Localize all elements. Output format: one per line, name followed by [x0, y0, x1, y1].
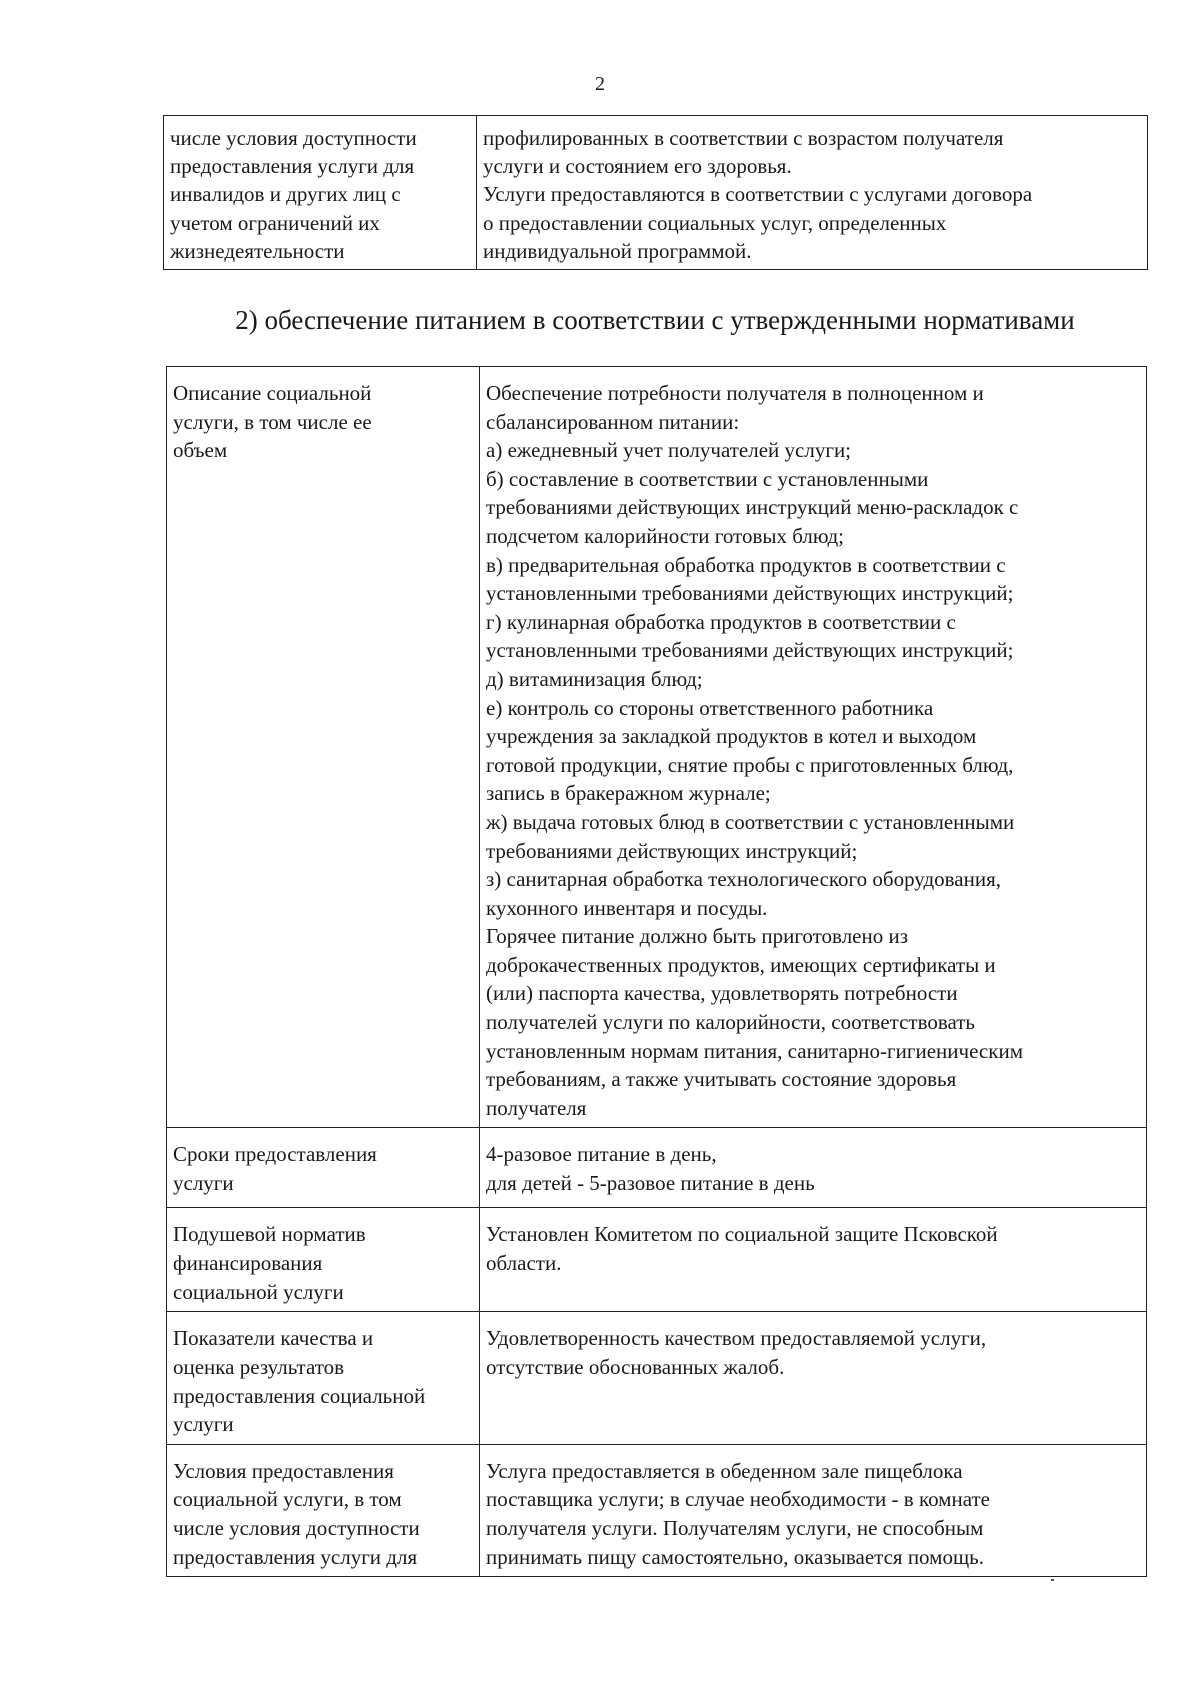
table-cell-value: профилированных в соответствии с возрастом получателя услуги и состоянием его здоровья. Услуги предоставляются в соответствии с услугами договора о предоставлении социальных услуг, определенных индивидуальной программой.: [477, 116, 1148, 270]
table-row-description: [167, 367, 1147, 1128]
table-cell-value: Установлен Комитетом по социальной защите Псковской области.: [480, 1208, 1147, 1312]
page-number: 2: [595, 73, 605, 95]
table-cell-label: Сроки предоставления услуги: [167, 1128, 480, 1208]
table-cell-label: Подушевой норматив финансирования социальной услуги: [167, 1208, 480, 1312]
table-row-terms: [167, 1128, 1147, 1208]
table-row-conditions: [167, 1444, 1147, 1576]
table-cell-label: числе условия доступности предоставления услуги для инвалидов и других лиц с учетом ограничений их жизнедеятельности: [164, 116, 477, 270]
table-cell-value: Удовлетворенность качеством предоставляемой услуги, отсутствие обоснованных жалоб.: [480, 1312, 1147, 1444]
table-cell-value: Услуга предоставляется в обеденном зале пищеблока поставщика услуги; в случае необходимости - в комнате получателя услуги. Получателям услуги, не способным принимать пищу самостоятельно, оказывается помощь.: [480, 1444, 1147, 1576]
table-row: [164, 116, 1148, 270]
table-cell-value: Обеспечение потребности получателя в полноценном и сбалансированном питании: а) ежедневный учет получателей услуги; б) составление в соответствии с установленными требованиями действующих инструкций меню-раскладок с подсчетом калорийности готовых блюд; в) предварительная обработка продуктов в соответствии с установленными требованиями действующих инструкций; г) кулинарная обработка продуктов в соответствии с установленными требованиями действующих инструкций; д) витаминизация блюд; е) контроль со стороны ответственного работника учреждения за закладкой продуктов в котел и выходом готовой продукции, снятие пробы с приготовленных блюд, запись в бракеражном журнале; ж) выдача готовых блюд в соответствии с установленными требованиями действующих инструкций; з) санитарная обработка технологического оборудования, кухонного инвентаря и посуды. Горячее питание должно быть приготовлено из доброкачественных продуктов, имеющих сертификаты и (или) паспорта качества, удовлетворять потребности получателей услуги по калорийности, соответствовать установленным нормам питания, санитарно-гигиеническим требованиям, а также учитывать состояние здоровья получателя: [480, 367, 1147, 1128]
scan-speck: [1051, 1579, 1054, 1581]
section-heading: 2) обеспечение питанием в соответствии с утвержденными нормативами: [235, 305, 1075, 335]
continued-table: [163, 115, 1148, 270]
table-cell-value: 4-разовое питание в день, для детей - 5-разовое питание в день: [480, 1128, 1147, 1208]
table-cell-label: Описание социальной услуги, в том числе ее объем: [167, 367, 480, 1128]
service-table: [166, 366, 1147, 1577]
table-cell-label: Условия предоставления социальной услуги, в том числе условия доступности предоставления услуги для: [167, 1444, 480, 1576]
table-row-quality: [167, 1312, 1147, 1444]
table-cell-label: Показатели качества и оценка результатов предоставления социальной услуги: [167, 1312, 480, 1444]
table-row-financing: [167, 1208, 1147, 1312]
